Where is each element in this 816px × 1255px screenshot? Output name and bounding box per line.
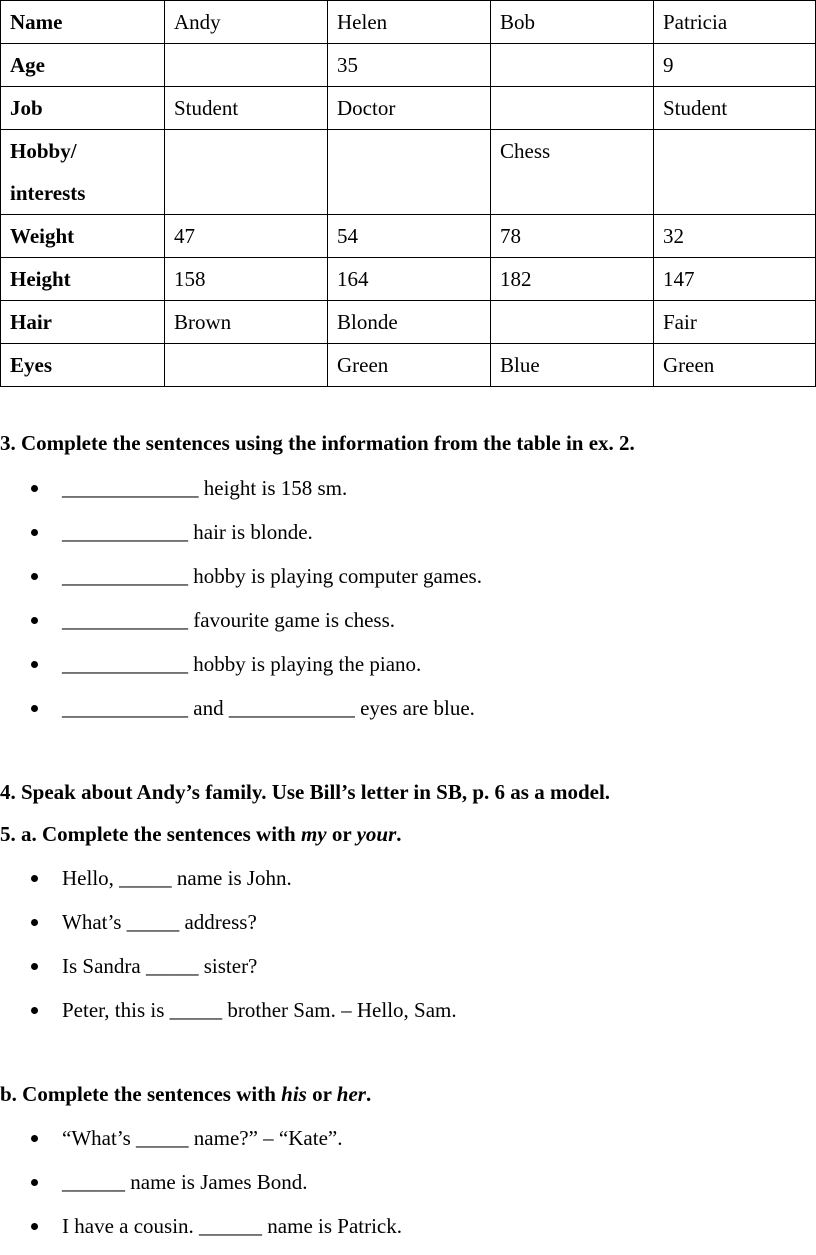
- table-cell: Andy: [165, 1, 328, 44]
- label-line: Hobby/: [10, 139, 77, 163]
- info-table: [0, 0, 816, 387]
- table-cell: 47: [165, 215, 328, 258]
- heading-text: or: [306, 1082, 337, 1106]
- exercise-5b-heading: [0, 1082, 371, 1107]
- list-item: ____________ hobby is playing the piano.: [0, 642, 482, 686]
- table-cell: [654, 130, 816, 215]
- table-row-height: [1, 258, 816, 301]
- table-cell: 147: [654, 258, 816, 301]
- table-cell: 164: [328, 258, 491, 301]
- list-item: I have a cousin. ______ name is Patrick.: [0, 1204, 402, 1248]
- heading-emphasis: her: [336, 1082, 366, 1106]
- list-item: Is Sandra _____ sister?: [0, 944, 457, 988]
- heading-text: .: [365, 1082, 372, 1106]
- table-cell: Bob: [491, 1, 654, 44]
- table-cell: Chess: [491, 130, 654, 215]
- list-item: ____________ hobby is playing computer games.: [0, 554, 482, 598]
- table-cell: [165, 44, 328, 87]
- table-cell: Student: [654, 87, 816, 130]
- exercise-4-heading: 4. Speak about Andy’s family. Use Bill’s letter in SB, p. 6 as a model.: [0, 780, 611, 804]
- exercise-3-list: [0, 466, 482, 730]
- heading-text: .: [396, 822, 402, 846]
- table-cell: Student: [165, 87, 328, 130]
- table-cell: 182: [491, 258, 654, 301]
- list-item: ____________ favourite game is chess.: [0, 598, 482, 642]
- list-item: ______ name is James Bond.: [0, 1160, 402, 1204]
- table-row-hair: [1, 301, 816, 344]
- table-cell: Job: [1, 87, 165, 130]
- exercise-5b-list: [0, 1116, 402, 1248]
- table-cell: [165, 130, 328, 215]
- table-row-age: [1, 44, 816, 87]
- table-row-name: [1, 1, 816, 44]
- table-cell: Height: [1, 258, 165, 301]
- table-cell: Blonde: [328, 301, 491, 344]
- table-cell: [491, 87, 654, 130]
- table-cell: 54: [328, 215, 491, 258]
- exercise-3-heading: 3. Complete the sentences using the information from the table in ex. 2.: [0, 431, 635, 455]
- table-cell: Eyes: [1, 344, 165, 387]
- table-cell: Fair: [654, 301, 816, 344]
- table-cell: Patricia: [654, 1, 816, 44]
- table-cell: Age: [1, 44, 165, 87]
- table-cell: Blue: [491, 344, 654, 387]
- label-line: interests: [10, 181, 86, 205]
- list-item: _____________ height is 158 sm.: [0, 466, 482, 510]
- list-item: Peter, this is _____ brother Sam. – Hello, Sam.: [0, 988, 457, 1032]
- list-item: ____________ and ____________ eyes are blue.: [0, 686, 482, 730]
- table-cell: Green: [654, 344, 816, 387]
- table-cell: 32: [654, 215, 816, 258]
- table-cell: [328, 130, 491, 215]
- table-row-weight: [1, 215, 816, 258]
- table-cell: Name: [1, 1, 165, 44]
- exercise-5a-heading: [0, 822, 402, 847]
- heading-text: 5. a. Complete the sentences with: [0, 822, 301, 846]
- table-cell: [165, 344, 328, 387]
- table-cell: Doctor: [328, 87, 491, 130]
- heading-text: b. Complete the sentences with: [0, 1082, 282, 1106]
- table-cell: Green: [328, 344, 491, 387]
- list-item: Hello, _____ name is John.: [0, 856, 457, 900]
- table-cell: 35: [328, 44, 491, 87]
- heading-emphasis: my: [300, 822, 327, 846]
- table-cell: 78: [491, 215, 654, 258]
- heading-emphasis: his: [281, 1082, 307, 1106]
- table-cell: Hair: [1, 301, 165, 344]
- table-cell: [1, 130, 165, 215]
- list-item: ____________ hair is blonde.: [0, 510, 482, 554]
- table-cell: [491, 301, 654, 344]
- table-cell: Helen: [328, 1, 491, 44]
- table-row-job: [1, 87, 816, 130]
- table-row-eyes: [1, 344, 816, 387]
- heading-text: or: [326, 822, 357, 846]
- list-item: What’s _____ address?: [0, 900, 457, 944]
- table-cell: 9: [654, 44, 816, 87]
- exercise-5a-list: [0, 856, 457, 1032]
- table-cell: Brown: [165, 301, 328, 344]
- table-cell: Weight: [1, 215, 165, 258]
- list-item: “What’s _____ name?” – “Kate”.: [0, 1116, 402, 1160]
- table-cell: 158: [165, 258, 328, 301]
- table-row-hobby: [1, 130, 816, 215]
- table-cell: [491, 44, 654, 87]
- heading-emphasis: your: [356, 822, 397, 846]
